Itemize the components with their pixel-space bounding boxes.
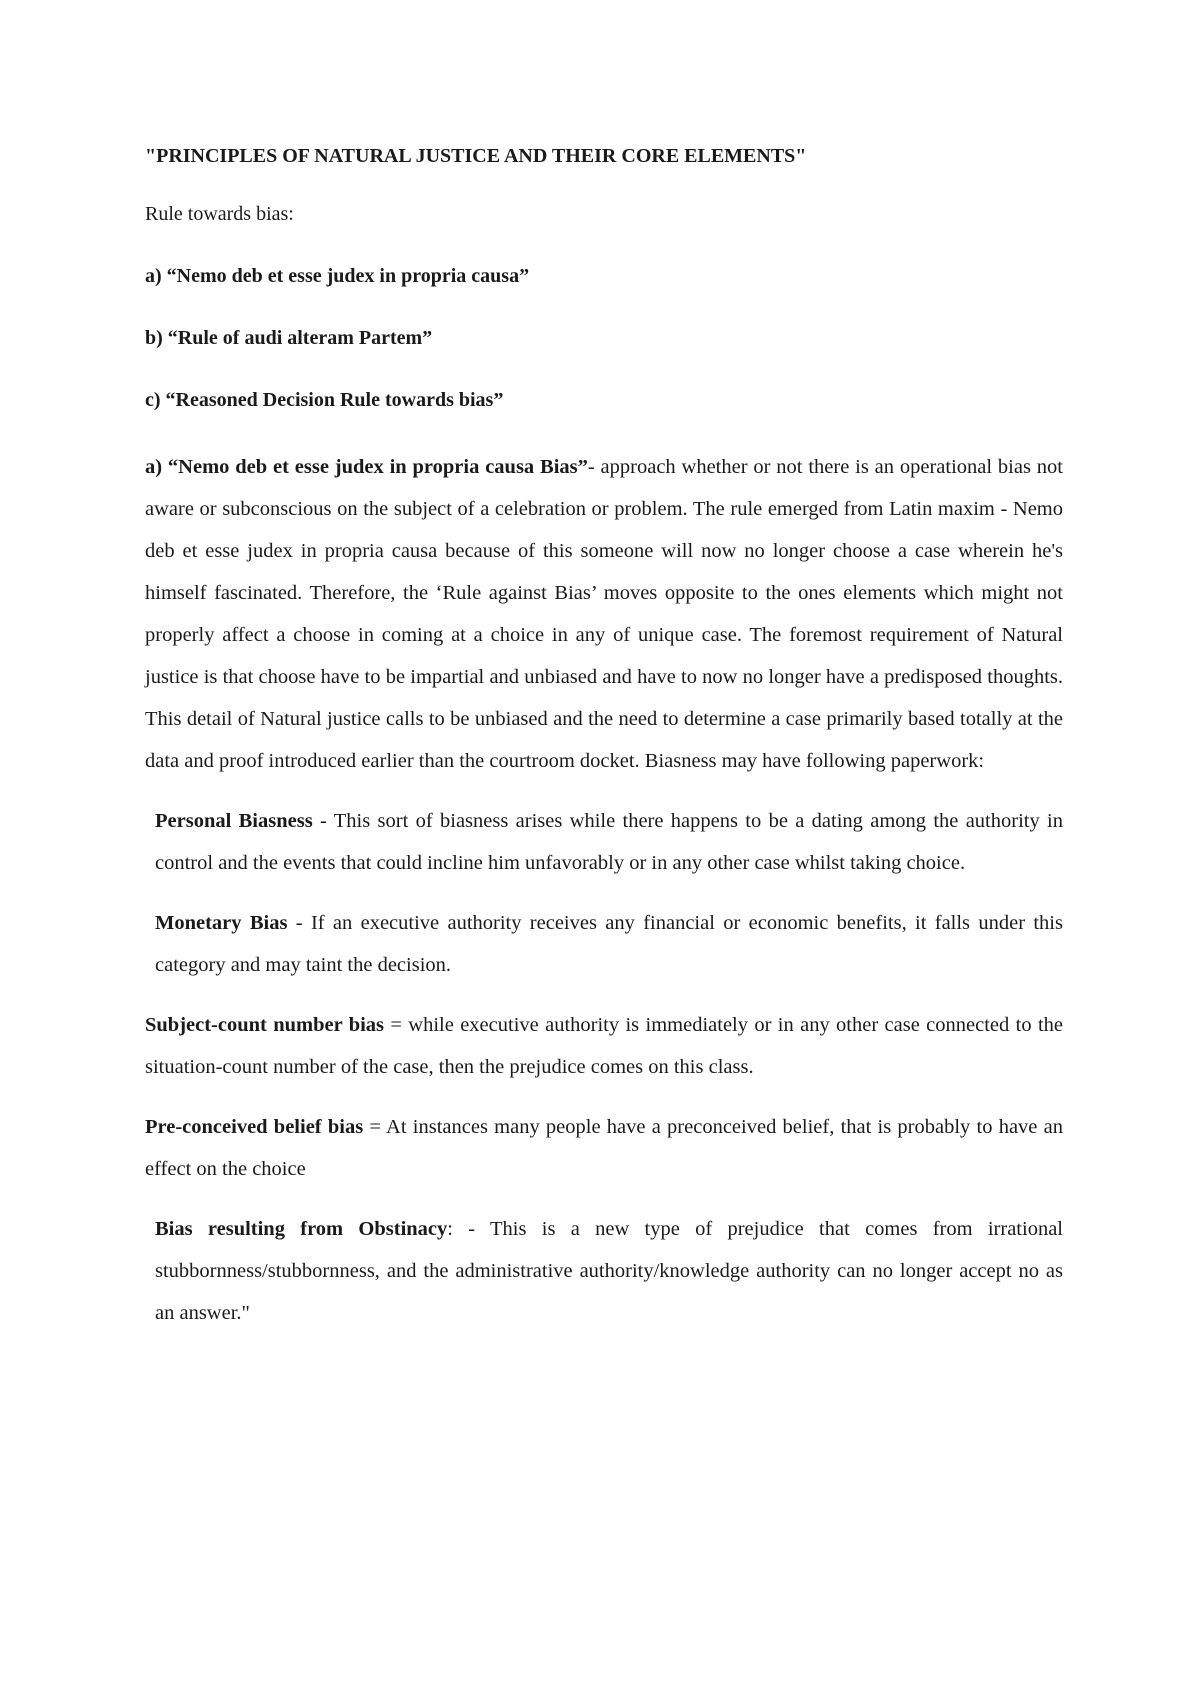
document-page bbox=[145, 140, 1063, 1352]
paragraph-heading: Bias resulting from Obstinacy bbox=[155, 1218, 448, 1240]
document-title: "PRINCIPLES OF NATURAL JUSTICE AND THEIR CORE ELEMENTS" bbox=[145, 145, 807, 167]
paragraph-text: - This sort of biasness arises while there happens to be a dating among the authority in control and the events that could incline him unfavorably or in any other case whilst taking choice. bbox=[155, 810, 1063, 874]
paragraph-monetary-bias bbox=[145, 902, 1063, 986]
paragraph-heading: Pre-conceived belief bias bbox=[145, 1116, 364, 1138]
paragraph-heading: Personal Biasness bbox=[155, 810, 313, 832]
paragraph-text: : - This is a new type of prejudice that comes from irrational stubbornness/stubbornness, and the administrative authority/knowledge authority can no longer accept no as an answer." bbox=[155, 1218, 1063, 1324]
paragraph-text: - approach whether or not there is an operational bias not aware or subconscious on the subject of a celebration or problem. The rule emerged from Latin maxim - Nemo deb et esse judex in propria causa because of this someone will now no longer choose a case wherein he's himself fascinated. Therefore, the ‘Rule against Bias’ moves opposite to the ones elements which might not properly affect a choose in coming at a choice in any of unique case. The foremost requirement of Natural justice is that choose have to be impartial and unbiased and have to now no longer have a predisposed thoughts. This detail of Natural justice calls to be unbiased and the need to determine a case primarily based totally at the data and proof introduced earlier than the courtroom docket. Biasness may have following paperwork: bbox=[145, 456, 1063, 772]
paragraph-obstinacy-bias bbox=[145, 1208, 1063, 1334]
paragraph-heading: a) “Nemo deb et esse judex in propria causa Bias” bbox=[145, 456, 588, 478]
paragraph-text: = while executive authority is immediately or in any other case connected to the situation-count number of the case, then the prejudice comes on this class. bbox=[145, 1014, 1063, 1078]
paragraph-text: - If an executive authority receives any financial or economic benefits, it falls under this category and may taint the decision. bbox=[155, 912, 1063, 976]
option-a: a) “Nemo deb et esse judex in propria causa” bbox=[145, 265, 530, 287]
paragraph-subject-count-bias bbox=[145, 1004, 1063, 1088]
paragraph-text: = At instances many people have a preconceived belief, that is probably to have an effect on the choice bbox=[145, 1116, 1063, 1180]
paragraph-preconceived-bias bbox=[145, 1106, 1063, 1190]
paragraph-nemo-judex bbox=[145, 446, 1063, 782]
option-c: c) “Reasoned Decision Rule towards bias” bbox=[145, 389, 504, 411]
paragraph-personal-biasness bbox=[145, 800, 1063, 884]
paragraph-heading: Monetary Bias bbox=[155, 912, 288, 934]
intro-line: Rule towards bias: bbox=[145, 203, 294, 225]
paragraph-heading: Subject-count number bias bbox=[145, 1014, 385, 1036]
option-b: b) “Rule of audi alteram Partem” bbox=[145, 327, 433, 349]
